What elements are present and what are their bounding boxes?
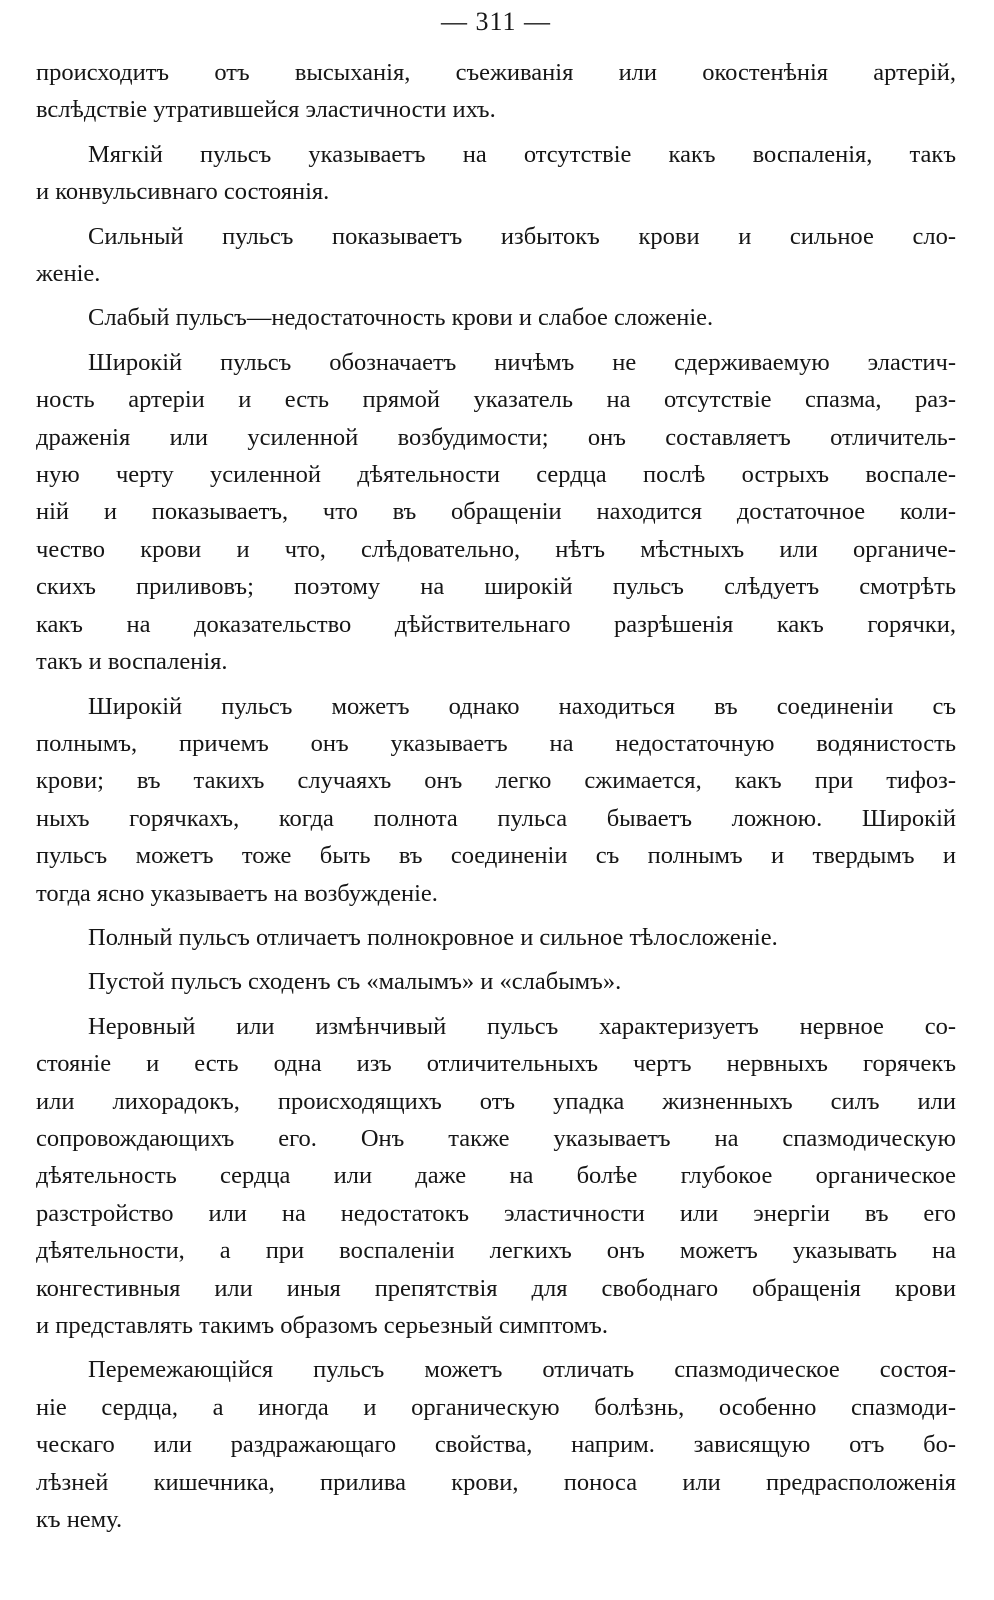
paragraph: [36, 919, 956, 956]
text-line: ныхъ горячкахъ, когда полнота пульса бываетъ ложною. Широкій: [36, 804, 956, 832]
text-line: женіе.: [36, 260, 101, 288]
text-line: къ нему.: [36, 1506, 123, 1534]
text-line: драженія или усиленной возбудимости; онъ составляетъ отличитель-: [36, 423, 956, 451]
text-line: какъ на доказательство дѣйствительнаго разрѣшенія какъ горячки,: [36, 610, 956, 638]
text-line: чество крови и что, слѣдовательно, нѣтъ мѣстныхъ или органиче-: [36, 535, 956, 563]
paragraph: [36, 54, 956, 129]
text-line: Сильный пульсъ показываетъ избытокъ крови и сильное сло-: [88, 222, 956, 250]
text-line: разстройство или на недостатокъ эластичности или энергіи въ его: [36, 1199, 956, 1227]
text-line: дѣятельность сердца или даже на болѣе глубокое органическое: [36, 1162, 956, 1190]
text-line: Слабый пульсъ—недостаточность крови и слабое сложеніе.: [88, 304, 714, 332]
text-line: стояніе и есть одна изъ отличительныхъ чертъ нервныхъ горячекъ: [36, 1050, 956, 1078]
text-line: ніе сердца, а иногда и органическую болѣзнь, особенно спазмоди-: [36, 1393, 956, 1421]
text-line: Перемежающійся пульсъ можетъ отличать спазмодическое состоя-: [88, 1356, 956, 1384]
text-line: сопровождающихъ его. Онъ также указываетъ на спазмодическую: [36, 1124, 956, 1152]
text-line: или лихорадокъ, происходящихъ отъ упадка жизненныхъ силъ или: [36, 1087, 956, 1115]
text-line: ческаго или раздражающаго свойства, наприм. зависящую отъ бо-: [36, 1431, 956, 1459]
text-line: и представлять такимъ образомъ серьезный симптомъ.: [36, 1312, 608, 1339]
text-line: конгестивныя или иныя препятствія для свободнаго обращенія крови: [36, 1274, 956, 1302]
text-line: тогда ясно указываетъ на возбужденіе.: [36, 879, 438, 907]
text-line: Широкій пульсъ можетъ однако находиться въ соединеніи съ: [88, 692, 956, 720]
paragraph: [36, 1008, 956, 1345]
text-line: пульсъ можетъ тоже быть въ соединеніи съ полнымъ и твердымъ и: [36, 842, 956, 870]
paragraph: [36, 218, 956, 293]
text-line: ность артеріи и есть прямой указатель на отсутствіе спазма, раз-: [36, 386, 956, 414]
paragraph: [36, 344, 956, 681]
text-line: Пустой пульсъ сходенъ съ «малымъ» и «слабымъ».: [88, 968, 622, 996]
paragraph: [36, 1351, 956, 1538]
text-body: [36, 54, 956, 1538]
paragraph: [36, 963, 956, 1000]
text-line: и конвульсивнаго состоянія.: [36, 178, 330, 206]
text-line: ній и показываетъ, что въ обращеніи находится достаточное коли-: [36, 498, 956, 526]
text-line: дѣятельности, а при воспаленіи легкихъ онъ можетъ указывать на: [36, 1237, 956, 1265]
text-line: Неровный или измѣнчивый пульсъ характеризуетъ нервное со-: [88, 1012, 956, 1040]
text-line: ную черту усиленной дѣятельности сердца послѣ острыхъ воспале-: [36, 461, 956, 489]
text-line: Широкій пульсъ обозначаетъ ничѣмъ не сдерживаемую эластич-: [88, 348, 956, 376]
text-line: скихъ приливовъ; поэтому на широкій пульсъ слѣдуетъ смотрѣть: [36, 573, 956, 601]
text-line: полнымъ, причемъ онъ указываетъ на недостаточную водянистость: [36, 729, 956, 757]
book-page: [36, 4, 956, 1589]
paragraph: [36, 688, 956, 912]
text-line: Мягкій пульсъ указываетъ на отсутствіе какъ воспаленія, такъ: [88, 140, 956, 168]
text-line: такъ и воспаленія.: [36, 648, 228, 676]
page-number: — 311 —: [440, 7, 552, 36]
text-line: лѣзней кишечника, прилива крови, поноса или предрасположенія: [36, 1468, 956, 1496]
text-line: вслѣдствіе утратившейся эластичности ихъ.: [36, 96, 496, 124]
text-line: Полный пульсъ отличаетъ полнокровное и сильное тѣлосложеніе.: [88, 923, 778, 951]
text-line: крови; въ такихъ случаяхъ онъ легко сжимается, какъ при тифоз-: [36, 767, 956, 795]
paragraph: [36, 299, 956, 336]
paragraph: [36, 136, 956, 211]
text-line: происходитъ отъ высыханія, съеживанія или окостенѣнія артерій,: [36, 59, 956, 86]
